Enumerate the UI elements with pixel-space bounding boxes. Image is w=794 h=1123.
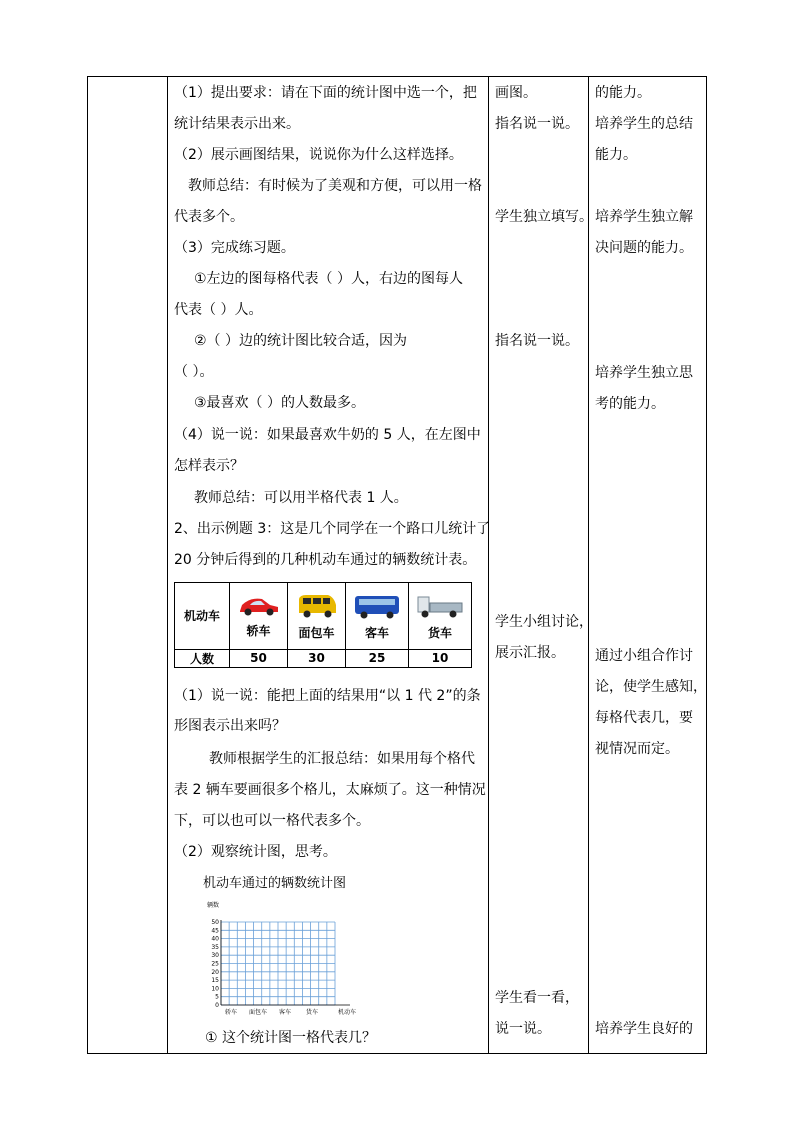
intent-line: 培养学生的总结 — [595, 116, 693, 132]
intent-line: 考的能力。 — [595, 396, 665, 412]
table-col-border-1 — [87, 76, 88, 1054]
y-tick-label: 50 — [211, 919, 219, 926]
intent-line: 视情况而定。 — [595, 741, 679, 757]
text-line: 2、出示例题 3：这是几个同学在一个路口儿统计了 — [174, 521, 491, 537]
intent-line: 决问题的能力。 — [595, 240, 693, 256]
intent-line: 培养学生独立思 — [595, 365, 693, 381]
table-col-border-3 — [488, 76, 489, 1054]
row-header-vehicle: 机动车 — [175, 583, 230, 650]
vehicle-count: 25 — [346, 649, 409, 667]
exercise-line: （ ）。 — [174, 364, 214, 380]
y-tick-label: 30 — [211, 952, 219, 960]
vehicle-count: 10 — [409, 649, 472, 667]
y-tick-label: 10 — [211, 985, 219, 993]
y-tick-label: 20 — [211, 968, 219, 976]
teacher-summary: 教师总结：有时候为了美观和方便，可以用一格 — [188, 178, 482, 194]
text-line: 表 2 辆车要画很多个格儿，太麻烦了。这一种情况 — [174, 782, 486, 798]
vehicle-cell — [230, 583, 288, 650]
table-bottom-border — [87, 1053, 707, 1054]
text-line: （4）说一说：如果最喜欢牛奶的 5 人，在左图中 — [174, 427, 481, 443]
text-line: （2）观察统计图，思考。 — [174, 844, 337, 860]
text-line: 下，可以也可以一格代表多个。 — [174, 813, 370, 829]
bus-icon — [352, 591, 402, 621]
question-line: ① 这个统计图一格代表几？ — [205, 1030, 377, 1046]
vehicle-count: 50 — [230, 649, 288, 667]
row-header-count: 人数 — [175, 649, 230, 667]
intent-line: 培养学生良好的 — [595, 1021, 693, 1037]
truck-icon — [415, 591, 465, 621]
table-col-border-5 — [706, 76, 707, 1054]
activity-line: 说一说。 — [495, 1021, 551, 1037]
sedan-car-icon — [236, 593, 282, 619]
intent-line: 论，使学生感知， — [595, 679, 707, 695]
text-line: 怎样表示？ — [174, 458, 244, 474]
vehicle-cell — [346, 583, 409, 650]
activity-line: 学生看一看， — [495, 990, 579, 1006]
y-tick-label: 25 — [211, 960, 219, 968]
activity-line: 展示汇报。 — [495, 645, 565, 661]
table-top-border — [87, 76, 707, 77]
exercise-line: ①左边的图每格代表（ ）人，右边的图每人 — [194, 271, 463, 287]
text-line: 代表多个。 — [174, 209, 244, 225]
vehicle-label: 轿车 — [246, 623, 271, 638]
text-line: （3）完成练习题。 — [174, 240, 295, 256]
y-tick-label: 45 — [211, 927, 219, 935]
intent-line: 能力。 — [595, 147, 637, 163]
vehicle-label: 面包车 — [298, 625, 335, 640]
activity-line: 指名说一说。 — [495, 333, 579, 349]
vehicle-count: 30 — [288, 649, 346, 667]
intent-line: 的能力。 — [595, 85, 651, 101]
y-axis-label: 辆数 — [207, 902, 220, 909]
vehicle-stats-table — [174, 582, 472, 668]
x-tick-label: 货车 — [305, 1009, 319, 1016]
intent-line: 培养学生独立解 — [595, 209, 693, 225]
vehicle-cell — [409, 583, 472, 650]
activity-line: 学生独立填写。 — [495, 209, 593, 225]
text-line: （1）说一说：能把上面的结果用“以 1 代 2”的条 — [174, 688, 481, 704]
text-line: （2）展示画图结果，说说你为什么这样选择。 — [174, 147, 463, 163]
activity-line: 画图。 — [495, 85, 537, 101]
y-tick-label: 5 — [215, 993, 219, 1001]
vehicle-bar-chart — [195, 895, 375, 1020]
exercise-line: ②（ ）边的统计图比较合适，因为 — [194, 333, 408, 349]
vehicle-label: 客车 — [365, 625, 390, 640]
x-tick-label: 面包车 — [248, 1009, 268, 1016]
table-col-border-2 — [167, 76, 168, 1054]
text-line: 20 分钟后得到的几种机动车通过的辆数统计表。 — [174, 552, 477, 568]
exercise-line: 代表（ ）人。 — [174, 302, 263, 318]
x-tick-label: 轿车 — [224, 1009, 238, 1016]
teacher-summary: 教师总结：可以用半格代表 1 人。 — [194, 490, 408, 506]
y-tick-label: 15 — [211, 977, 219, 985]
chart-title: 机动车通过的辆数统计图 — [203, 876, 347, 891]
intent-line: 通过小组合作讨 — [595, 648, 693, 664]
intent-line: 每格代表几，要 — [595, 710, 693, 726]
vehicle-label: 货车 — [427, 625, 452, 640]
text-line: （1）提出要求：请在下面的统计图中选一个，把 — [174, 85, 477, 101]
minivan-icon — [294, 591, 340, 621]
x-axis-label: 机动车 — [337, 1009, 357, 1016]
teacher-summary: 教师根据学生的汇报总结：如果用每个格代 — [209, 751, 475, 767]
x-tick-label: 客车 — [278, 1009, 292, 1016]
vehicle-cell — [288, 583, 346, 650]
exercise-line: ③最喜欢（ ）的人数最多。 — [194, 395, 366, 411]
y-tick-label: 35 — [211, 943, 219, 951]
text-line: 统计结果表示出来。 — [174, 116, 300, 132]
text-line: 形图表示出来吗？ — [174, 718, 286, 734]
y-tick-label: 40 — [211, 935, 219, 943]
activity-line: 指名说一说。 — [495, 116, 579, 132]
y-tick-label: 0 — [215, 1002, 219, 1009]
activity-line: 学生小组讨论， — [495, 614, 593, 630]
